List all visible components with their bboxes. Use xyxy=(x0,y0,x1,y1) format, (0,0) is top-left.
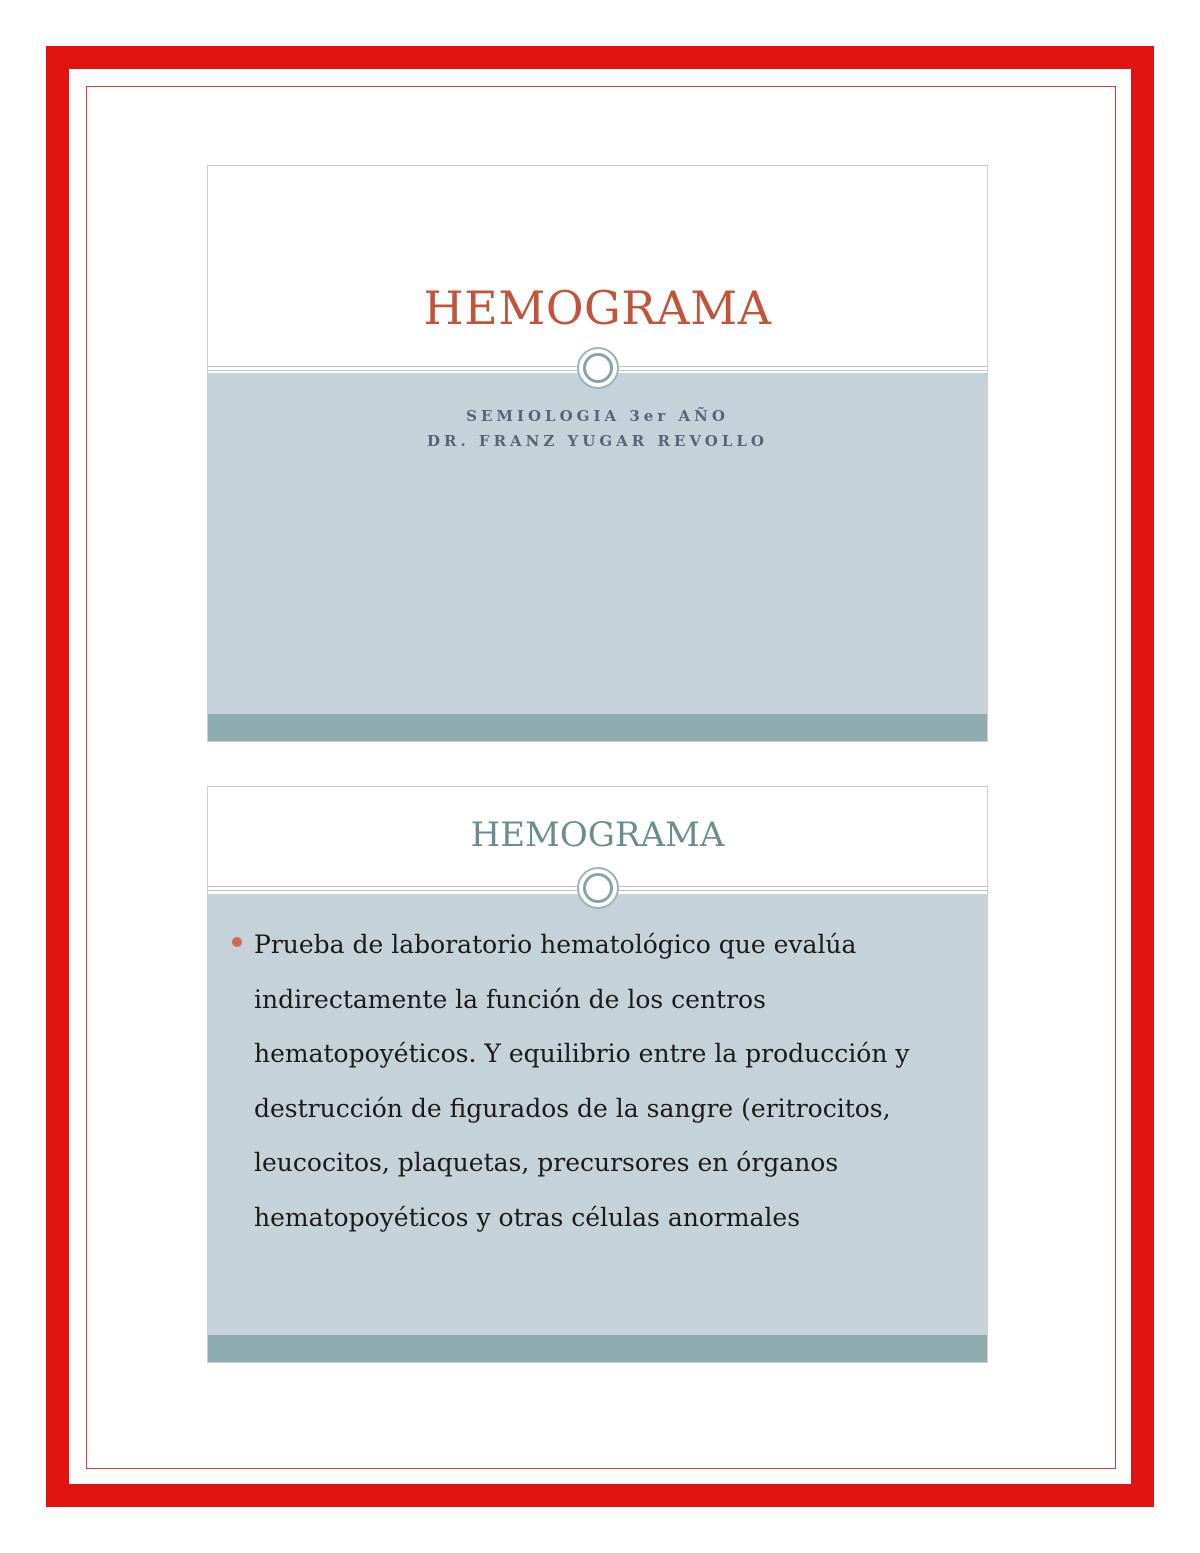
slide-subtitle-author: DR. FRANZ YUGAR REVOLLO xyxy=(427,432,768,450)
slide-subtitle-course: SEMIOLOGIA 3er AÑO xyxy=(466,407,729,425)
slide-content-heading: HEMOGRAMA xyxy=(470,815,725,855)
ring-ornament-icon xyxy=(577,867,619,909)
slide-content xyxy=(207,786,988,1363)
bullet-line: destrucción de figurados de la sangre (eritrocitos, xyxy=(254,1093,891,1123)
bullet-line: indirectamente la función de los centros xyxy=(254,984,766,1014)
slide-title-heading: HEMOGRAMA xyxy=(423,281,772,335)
slide-bottom-band xyxy=(208,1335,987,1362)
bullet-line: Prueba de laboratorio hematológico que evalúa xyxy=(254,930,857,959)
ring-ornament-icon xyxy=(577,347,619,389)
bullet-line: hematopoyéticos. Y equilibrio entre la producción y xyxy=(254,1039,910,1068)
bullet-line: hematopoyéticos y otras células anormales xyxy=(254,1202,801,1232)
slide-title xyxy=(207,165,988,742)
bullet-line: leucocitos, plaquetas, precursores en órganos xyxy=(254,1148,839,1177)
bullet-paragraph xyxy=(254,918,974,1245)
bullet-dot-icon xyxy=(232,937,242,947)
slide-bottom-band xyxy=(208,714,987,741)
